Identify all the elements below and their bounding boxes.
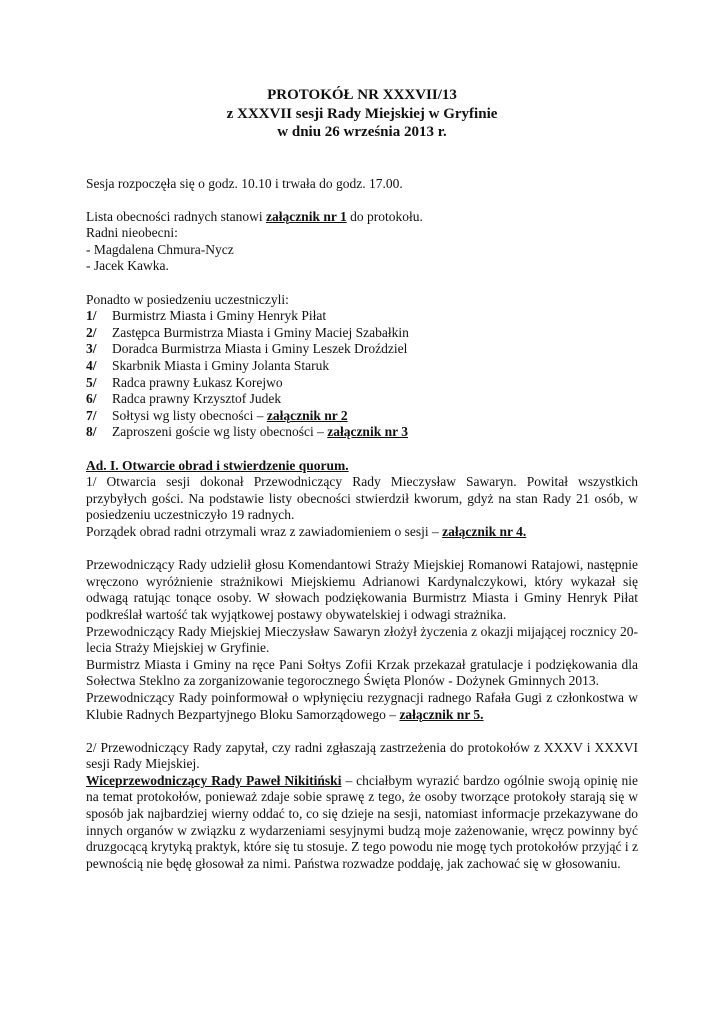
document-page <box>86 86 638 872</box>
attachment-1-ref: załącznik nr 1 <box>265 208 347 224</box>
participant-item: 5/ Radca prawny Łukasz Korejwo <box>86 374 283 390</box>
participant-item: 4/ Skarbnik Miasta i Gminy Jolanta Staruk <box>86 358 330 374</box>
absent-item: - Magdalena Chmura-Nycz <box>86 241 234 257</box>
paragraph-award: Przewodniczący Rady udzielił głosu Komendantowi Straży Miejskiej Romanowi Ratajowi, następnie wręczono wyróżnienie strażnikowi Miejskiemu Adrianowi Kardynalczykowi, który wykazał się odwagą ratując tonące osoby. W słowach podziękowania Burmistrz Miasta i Gminy Henryk Piłat podkreślał wartość tak wyjątkowej postawy obywatelskiej i odwagi strażnika. <box>86 557 638 622</box>
participants-heading: Ponadto w posiedzeniu uczestniczyli: <box>86 291 289 307</box>
paragraph-agenda: Porządek obrad radni otrzymali wraz z zawiadomieniem o sesji – załącznik nr 4. <box>86 523 527 539</box>
participant-item: 1/ Burmistrz Miasta i Gminy Henryk Piłat <box>86 308 327 324</box>
attachment-2-ref: załącznik nr 2 <box>266 407 348 423</box>
attendance-line: Lista obecności radnych stanowi załącznik nr 1 do protokołu. <box>86 208 423 224</box>
document-title-line-3: w dniu 26 września 2013 r. <box>277 124 447 140</box>
document-title-line-1: PROTOKÓŁ NR XXXVII/13 <box>267 87 457 103</box>
document-title-line-2: z XXXVII sesji Rady Miejskiej w Gryfinie <box>226 105 498 122</box>
speaker-name: Wiceprzewodniczący Rady Paweł Nikitiński <box>86 772 342 788</box>
paragraph-resignation: Przewodniczący Rady poinformował o wpłynięciu rezygnacji radnego Rafała Gugi z członkostwa w Klubie Radnych Bezpartyjnego Bloku Samorządowego – załącznik nr 5. <box>86 689 638 722</box>
participant-item: 6/ Radca prawny Krzysztof Judek <box>86 391 282 407</box>
participant-item: 7/ Sołtysi wg listy obecności – załącznik nr 2 <box>86 407 348 423</box>
attachment-5-ref: załącznik nr 5. <box>399 706 484 722</box>
section-heading: Ad. I. Otwarcie obrad i stwierdzenie quorum. <box>86 457 349 473</box>
paragraph-statement: Wiceprzewodniczący Rady Paweł Nikitiński – chciałbym wyrazić bardzo ogólnie swoją opinię nie na temat protokołów, ponieważ zdaje sobie sprawę z tego, że osoby tworzące protokoły starają się w sposób jak najbardziej wierny oddać to, co się dzieje na sesji, natomiast informacje przekazywane do innych organów w związku z wydarzeniami sesyjnymi budzą moje zażenowanie, wręcz powinny być druzgocącą krytyką praktyk, które się tu stosuje. Z tego powodu nie mogę tych protokołów przyjąć i z pewnością nie będę głosował za nimi. Państwa rozwadze poddaję, jak zachować się w głosowaniu. <box>86 772 638 871</box>
session-time: Sesja rozpoczęła się o godz. 10.10 i trwała do godz. 17.00. <box>86 175 403 191</box>
absent-heading: Radni nieobecni: <box>86 225 178 241</box>
paragraph-anniversary: Przewodniczący Rady Miejskiej Mieczysław Sawaryn złożył życzenia z okazji mijającej rocznicy 20-lecia Straży Miejskiej w Gryfinie. <box>86 623 638 656</box>
absent-item: - Jacek Kawka. <box>86 258 169 274</box>
paragraph-congratulations: Burmistrz Miasta i Gminy na ręce Pani Sołtys Zofii Krzak przekazał gratulacje i podziękowania dla Sołectwa Steklno za zorganizowanie tegorocznego Święta Plonów - Dożynek Gminnych 2013. <box>86 656 638 689</box>
attachment-4-ref: załącznik nr 4. <box>442 523 527 539</box>
attachment-3-ref: załącznik nr 3 <box>327 424 408 440</box>
participant-item: 2/ Zastępca Burmistrza Miasta i Gminy Maciej Szabałkin <box>86 324 409 340</box>
participant-item: 3/ Doradca Burmistrza Miasta i Gminy Leszek Droździel <box>86 341 408 357</box>
paragraph-opening: 1/ Otwarcia sesji dokonał Przewodniczący Rady Mieczysław Sawaryn. Powitał wszystkich przybyłych gości. Na podstawie listy obecności stwierdził kworum, gdyż na stan Rady 21 osób, w posiedzeniu uczestniczyło 19 radnych. <box>86 474 638 523</box>
paragraph-minutes-question: 2/ Przewodniczący Rady zapytał, czy radni zgłaszają zastrzeżenia do protokołów z XXXV i XXXVI sesji Rady Miejskiej. <box>86 739 638 772</box>
participant-item: 8/ Zaproszeni goście wg listy obecności – załącznik nr 3 <box>86 424 408 440</box>
